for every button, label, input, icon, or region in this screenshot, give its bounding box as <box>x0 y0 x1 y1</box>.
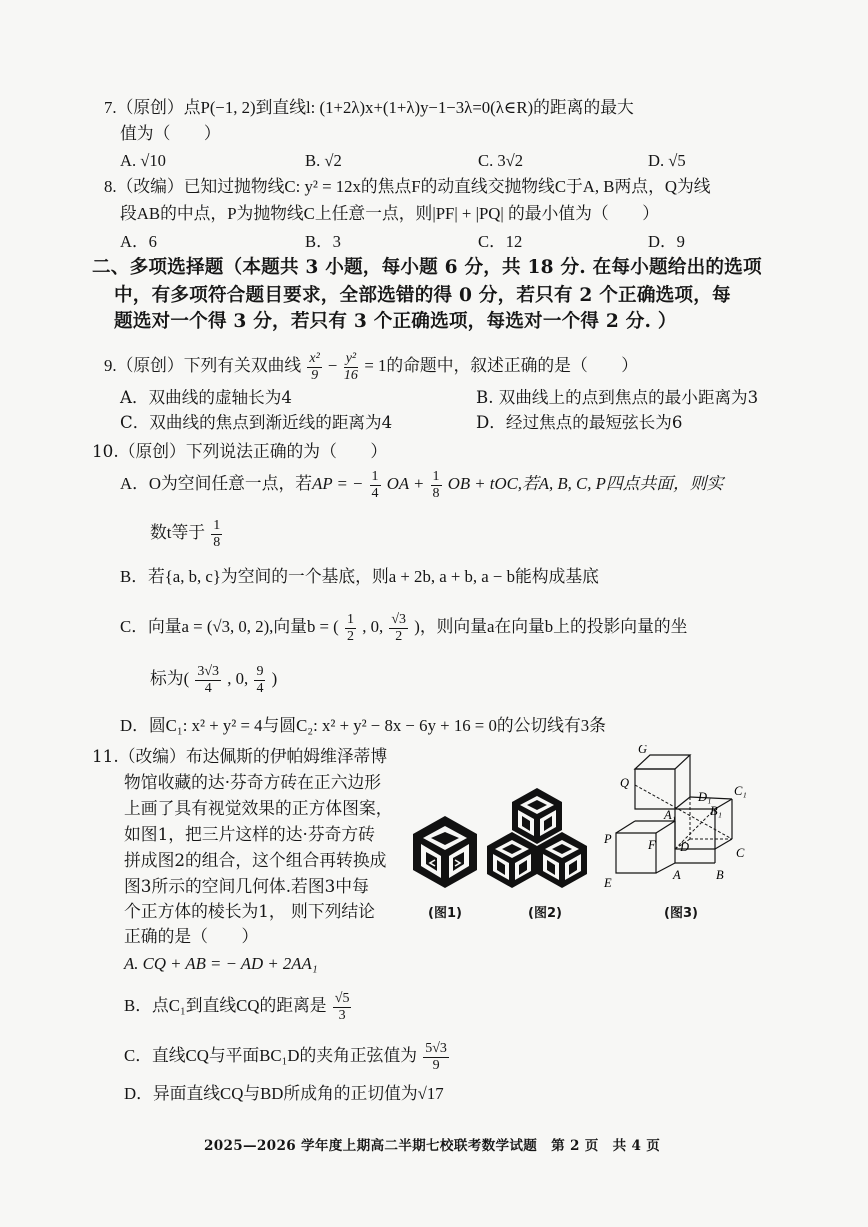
q10-option-b: B．若{a, b, c}为空间的一个基底，则a + 2b, a + b, a − b能构成基底 <box>120 567 599 586</box>
q9-frac-y: $\frac{\text{y²}}{16}$ <box>343 350 358 383</box>
q8-stem-line1: 8.（改编）已知过抛物线C: y² = 12x的焦点F的动直线交抛物线C于A, B两点，Q为线 <box>104 177 711 196</box>
figure-2-caption: (图2) <box>528 906 562 921</box>
q10-option-c-line1: C．向量a = (√3, 0, 2),向量b = ( $\frac{1}{2}$ , 0, $\frac{√3}{2}$ )，则向量a在向量b上的投影向量的坐 <box>120 611 688 644</box>
q9-option-b: B. 双曲线上的点到焦点的最小距离为3 <box>476 388 759 407</box>
fig3-label-d: D <box>680 840 690 854</box>
q7-option-b: B. √2 <box>305 151 342 170</box>
q9-option-c: C．双曲线的焦点到渐近线的距离为4 <box>120 413 393 432</box>
fig3-label-b: B <box>716 868 724 882</box>
page-footer: 2025—2026 学年度上期高二半期七校联考数学试题 第 2 页 共 4 页 <box>204 1138 661 1154</box>
q8-option-d: D．9 <box>648 232 685 251</box>
q11-stem-line5: 拼成图2的组合，这个组合再转换成 <box>124 850 387 870</box>
figure-1-tile <box>413 816 477 888</box>
q7-option-c: C. 3√2 <box>478 151 524 170</box>
q11-option-b: B．点C₁到直线CQ的距离是 $\frac{√5}{3}$ <box>124 990 350 1023</box>
q9-stem: 9.（原创）下列有关双曲线 $\frac{\text{x²}}{9}$ − $\frac{\text{y²}}{16}$ = 1的命题中，叙述正确的是（ ） <box>104 350 639 383</box>
q10-option-c-line2: 标为( $\frac{3√3}{4}$ , 0, $\frac{9}{4}$ ) <box>150 663 278 696</box>
fig3-label-a: A <box>673 868 681 882</box>
q7-stem-line1: 7.（原创）点P(−1, 2)到直线l: (1+2λ)x+(1+λ)y−1−3λ=0(λ∈R)的距离的最大 <box>104 98 634 117</box>
fig3-label-a1: A₁ <box>664 808 676 822</box>
figure-2-tiles <box>487 788 587 902</box>
fig3-label-d1: D₁ <box>698 790 712 804</box>
q11-option-a: A. CQ + AB = − AD + 2AA₁ <box>124 954 318 973</box>
q11-stem-line8: 正确的是（ ） <box>124 926 259 946</box>
figure-1-caption: (图1) <box>428 906 462 921</box>
q8-option-a: A．6 <box>120 232 157 251</box>
q10-stem: 10.（原创）下列说法正确的为（ ） <box>92 441 388 461</box>
q11-option-c: C．直线CQ与平面BC₁D的夹角正弦值为 $\frac{5√3}{9}$ <box>124 1040 447 1073</box>
q7-option-d: D. √5 <box>648 151 686 170</box>
fig3-label-b1: B₁ <box>710 804 722 818</box>
q10-option-d: D．圆C₁: x² + y² = 4与圆C₂: x² + y² − 8x − 6y + 16 = 0的公切线有3条 <box>120 716 606 735</box>
q11-stem-line7: 个正方体的棱长为1， 则下列结论 <box>124 901 375 921</box>
q11-option-d: D．异面直线CQ与BD所成角的正切值为√17 <box>124 1084 444 1103</box>
fig3-label-c1: C₁ <box>734 784 747 798</box>
q9-option-d: D．经过焦点的最短弦长为6 <box>476 413 683 432</box>
q8-stem-line2: 段AB的中点，P为抛物线C上任意一点，则|PF| + |PQ| 的最小值为（ ） <box>120 204 659 223</box>
q9-prefix: 9.（原创）下列有关双曲线 <box>104 356 302 375</box>
fig3-label-c: C <box>736 846 745 860</box>
q10-option-a-line1: A．O为空间任意一点，若AP = − $\frac{1}{4}$ OA + $\frac{1}{8}$ OB + tOC,若A, B, C, P四点共面，则实 <box>120 468 724 501</box>
q9-option-a: A．双曲线的虚轴长为4 <box>120 388 292 407</box>
fig3-label-q: Q <box>620 776 630 790</box>
q8-option-c: C．12 <box>478 232 523 251</box>
q11-stem-line2: 物馆收藏的达·芬奇方砖在正六边形 <box>124 772 382 792</box>
section2-heading-line2: 中，有多项符合题目要求，全部选错的得 0 分，若只有 2 个正确选项，每 <box>114 285 731 306</box>
q11-stem-line1: 11.（改编）布达佩斯的伊帕姆维泽蒂博 <box>92 746 388 766</box>
fig3-label-e: E <box>604 876 612 890</box>
q8-option-b: B．3 <box>305 232 341 251</box>
q7-option-a: A. √10 <box>120 151 166 170</box>
q11-stem-line6: 图3所示的空间几何体.若图3中每 <box>124 876 369 896</box>
q9-tail: = 1的命题中，叙述正确的是（ ） <box>364 356 639 375</box>
q9-frac-x: $\frac{\text{x²}}{9}$ <box>309 350 320 383</box>
figure-3-caption: (图3) <box>664 906 698 921</box>
q11-stem-line4: 如图1，把三片这样的达·芬奇方砖 <box>124 824 375 844</box>
figure-3-cube-solid <box>600 745 760 897</box>
section2-heading-line3: 题选对一个得 3 分，若只有 3 个正确选项，每选对一个得 2 分. ） <box>114 311 677 332</box>
fig3-label-g: G <box>638 745 648 756</box>
q11-stem-line3: 上画了具有视觉效果的正方体图案， <box>124 798 393 818</box>
q10-option-a-line2: 数t等于 $\frac{1}{8}$ <box>150 517 221 550</box>
fig3-label-f: F <box>648 838 656 852</box>
q7-stem-line2: 值为（ ） <box>120 124 221 143</box>
fig3-label-p: P <box>604 832 612 846</box>
section2-heading-line1: 二、多项选择题（本题共 3 小题，每小题 6 分，共 18 分. 在每小题给出的选项 <box>92 257 762 278</box>
